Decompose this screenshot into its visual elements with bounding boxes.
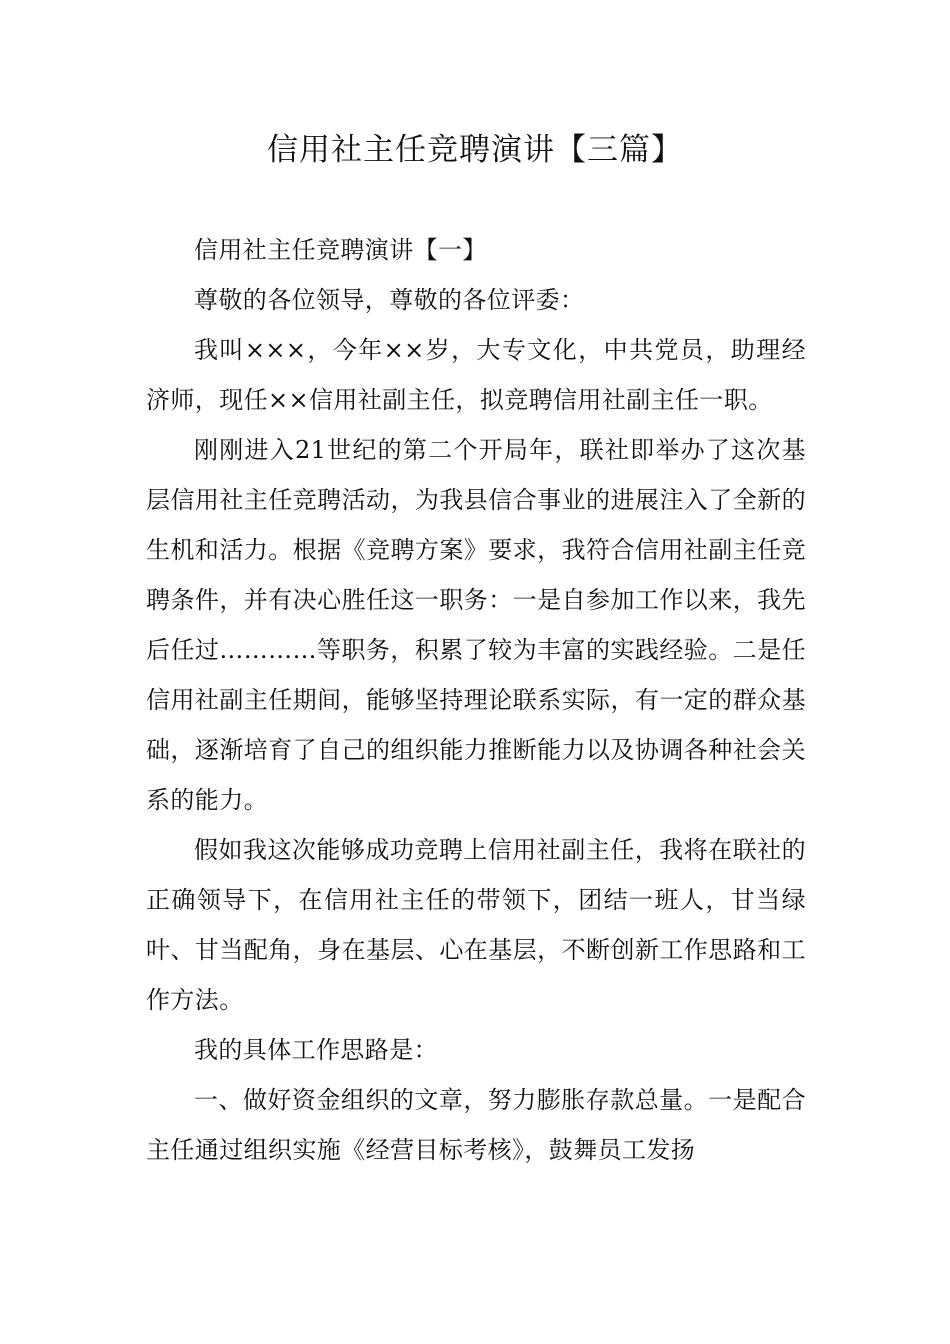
document-body bbox=[146, 225, 806, 1175]
section-heading: 信用社主任竞聘演讲【一】 bbox=[194, 236, 487, 264]
paragraph: 假如我这次能够成功竞聘上信用社副主任，我将在联社的正确领导下，在信用社主任的带领下，团结一班人，甘当绿叶、甘当配角，身在基层、心在基层，不断创新工作思路和工作方法。 bbox=[146, 836, 806, 1014]
paragraph: 我的具体工作思路是： bbox=[194, 1036, 438, 1064]
paragraph: 我叫×××，今年××岁，大专文化，中共党员，助理经济师，现任××信用社副主任，拟竞聘信用社副主任一职。 bbox=[146, 336, 806, 414]
document-title: 信用社主任竞聘演讲【三篇】 bbox=[267, 132, 683, 168]
paragraph: 一、做好资金组织的文章，努力膨胀存款总量。一是配合主任通过组织实施《经营目标考核》，鼓舞员工发扬 bbox=[146, 1086, 806, 1164]
salutation: 尊敬的各位领导，尊敬的各位评委： bbox=[194, 286, 585, 314]
paragraph: 刚刚进入21世纪的第二个开局年，联社即举办了这次基层信用社主任竞聘活动，为我县信合事业的进展注入了全新的生机和活力。根据《竞聘方案》要求，我符合信用社副主任竞聘条件，并有决心胜任这一职务：一是自参加工作以来，我先后任过…………等职务，积累了较为丰富的实践经验。二是任信用社副主任期间，能够坚持理论联系实际，有一定的群众基础，逐渐培育了自己的组织能力推断能力以及协调各种社会关系的能力。 bbox=[146, 436, 806, 814]
